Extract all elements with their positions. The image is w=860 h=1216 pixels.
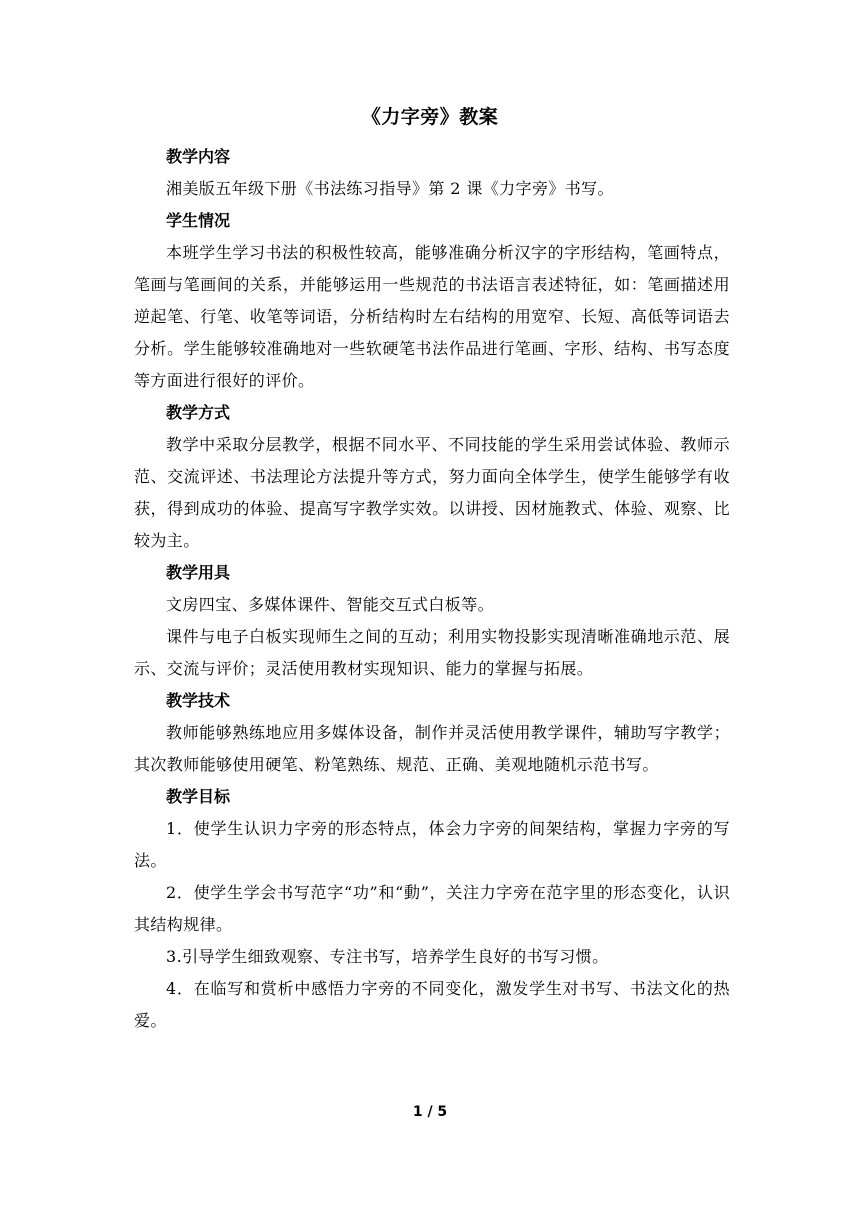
- paragraph: 教师能够熟练地应用多媒体设备，制作并灵活使用教学课件，辅助写字教学；其次教师能够使用硬笔、粉笔熟练、规范、正确、美观地随机示范书写。: [134, 723, 730, 774]
- section-teaching-content: [134, 141, 730, 205]
- paragraph: 湘美版五年级下册《书法练习指导》第 2 课《力字旁》书写。: [166, 179, 614, 198]
- goal-item: 1．使学生认识力字旁的形态特点，体会力字旁的间架结构，掌握力字旁的写法。: [134, 819, 730, 870]
- section-student-situation: [134, 205, 730, 397]
- paragraph: 教学中采取分层教学，根据不同水平、不同技能的学生采用尝试体验、教师示范、交流评述、书法理论方法提升等方式，努力面向全体学生，使学生能够学有收获，得到成功的体验、提高写字教学实效。以讲授、因材施教式、体验、观察、比较为主。: [134, 435, 730, 550]
- section-teaching-technology: [134, 685, 730, 781]
- goal-item: 4．在临写和赏析中感悟力字旁的不同变化，激发学生对书写、书法文化的热爱。: [134, 979, 730, 1030]
- goal-item: 3.引导学生细致观察、专注书写，培养学生良好的书写习惯。: [166, 947, 609, 966]
- document-title: 《力字旁》教案: [361, 106, 499, 128]
- section-heading: 教学方式: [166, 403, 231, 422]
- goal-item: 2．使学生学会书写范字“功”和“動”，关注力字旁在范字里的形态变化，认识其结构规律。: [134, 883, 730, 934]
- page-number: 1 / 5: [412, 1104, 448, 1120]
- section-heading: 教学用具: [166, 563, 231, 582]
- section-heading: 学生情况: [166, 211, 231, 230]
- paragraph: 本班学生学习书法的积极性较高，能够准确分析汉字的字形结构，笔画特点，笔画与笔画间的关系，并能够运用一些规范的书法语言表述特征，如：笔画描述用逆起笔、行笔、收笔等词语，分析结构时左右结构的用宽窄、长短、高低等词语去分析。学生能够较准确地对一些软硬笔书法作品进行笔画、字形、结构、书写态度等方面进行很好的评价。: [134, 243, 730, 390]
- paragraph: 课件与电子白板实现师生之间的互动；利用实物投影实现清晰准确地示范、展示、交流与评价；灵活使用教材实现知识、能力的掌握与拓展。: [134, 627, 730, 678]
- section-heading: 教学内容: [166, 147, 231, 166]
- section-teaching-method: [134, 397, 730, 557]
- section-teaching-goals: [134, 781, 730, 1037]
- document-body: [134, 141, 730, 1037]
- section-heading: 教学目标: [166, 787, 231, 806]
- section-heading: 教学技术: [166, 691, 231, 710]
- section-teaching-tools: [134, 557, 730, 685]
- paragraph: 文房四宝、多媒体课件、智能交互式白板等。: [166, 595, 495, 614]
